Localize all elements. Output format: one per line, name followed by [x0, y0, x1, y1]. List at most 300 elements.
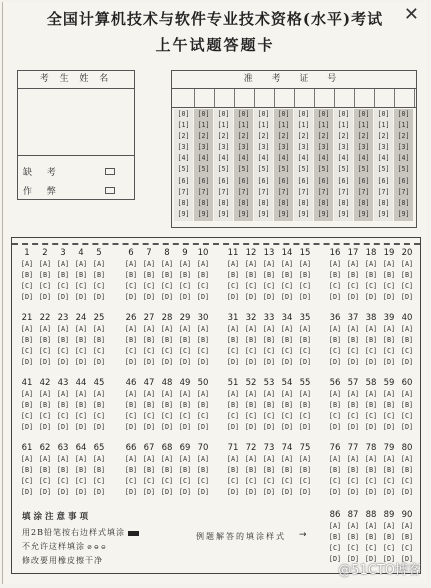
answer-bubble[interactable]: [D]	[226, 423, 240, 431]
answer-bubble[interactable]: [C]	[124, 477, 138, 485]
exam-id-digit-bubble[interactable]: [6]	[217, 176, 230, 185]
exam-id-cell[interactable]	[254, 89, 275, 107]
exam-id-digit-bubble[interactable]: [7]	[217, 187, 230, 196]
answer-bubble[interactable]: [B]	[364, 533, 378, 541]
answer-bubble[interactable]: [B]	[92, 271, 106, 279]
answer-bubble[interactable]: [C]	[400, 347, 414, 355]
answer-bubble[interactable]: [B]	[400, 271, 414, 279]
answer-bubble[interactable]: [A]	[142, 325, 156, 333]
answer-bubble[interactable]: [A]	[364, 455, 378, 463]
exam-id-digit-bubble[interactable]: [2]	[357, 132, 370, 141]
answer-bubble[interactable]: [C]	[364, 347, 378, 355]
exam-id-digit-bubble[interactable]: [8]	[217, 198, 230, 207]
answer-bubble[interactable]: [C]	[328, 347, 342, 355]
answer-bubble[interactable]: [D]	[196, 293, 210, 301]
exam-id-digit-bubble[interactable]: [3]	[237, 143, 250, 152]
exam-id-digit-bubble[interactable]: [6]	[177, 176, 190, 185]
absent-checkbox[interactable]	[105, 168, 115, 175]
answer-bubble[interactable]: [A]	[124, 325, 138, 333]
answer-bubble[interactable]: [B]	[56, 401, 70, 409]
exam-id-digit-bubble[interactable]: [5]	[337, 165, 350, 174]
answer-bubble[interactable]: [A]	[226, 260, 240, 268]
answer-bubble[interactable]: [D]	[92, 358, 106, 366]
answer-bubble[interactable]: [C]	[74, 282, 88, 290]
answer-bubble[interactable]: [B]	[226, 401, 240, 409]
answer-bubble[interactable]: [A]	[400, 260, 414, 268]
answer-bubble[interactable]: [C]	[56, 412, 70, 420]
answer-bubble[interactable]: [D]	[74, 358, 88, 366]
exam-id-digit-bubble[interactable]: [4]	[197, 154, 210, 163]
exam-id-cell[interactable]	[334, 89, 355, 107]
answer-bubble[interactable]: [C]	[262, 282, 276, 290]
answer-bubble[interactable]: [B]	[262, 336, 276, 344]
answer-bubble[interactable]: [C]	[298, 347, 312, 355]
exam-id-digit-bubble[interactable]: [2]	[277, 132, 290, 141]
exam-id-digit-bubble[interactable]: [0]	[377, 110, 390, 118]
answer-bubble[interactable]: [C]	[346, 282, 360, 290]
exam-id-digit-bubble[interactable]: [1]	[217, 121, 230, 130]
answer-bubble[interactable]: [D]	[20, 358, 34, 366]
answer-bubble[interactable]: [C]	[56, 282, 70, 290]
exam-id-cell[interactable]	[374, 89, 395, 107]
exam-id-cell[interactable]	[214, 89, 235, 107]
answer-bubble[interactable]: [C]	[244, 412, 258, 420]
answer-bubble[interactable]: [C]	[160, 282, 174, 290]
exam-id-digit-bubble[interactable]: [4]	[377, 154, 390, 163]
exam-id-digit-bubble[interactable]: [0]	[357, 110, 370, 118]
answer-bubble[interactable]: [C]	[226, 412, 240, 420]
answer-bubble[interactable]: [B]	[178, 401, 192, 409]
answer-bubble[interactable]: [D]	[196, 488, 210, 496]
answer-bubble[interactable]: [C]	[92, 477, 106, 485]
answer-bubble[interactable]: [A]	[346, 522, 360, 530]
answer-bubble[interactable]: [C]	[196, 347, 210, 355]
answer-bubble[interactable]: [A]	[382, 325, 396, 333]
exam-id-digit-bubble[interactable]: [9]	[337, 209, 350, 218]
answer-bubble[interactable]: [D]	[38, 488, 52, 496]
exam-id-digit-bubble[interactable]: [5]	[277, 165, 290, 174]
answer-bubble[interactable]: [D]	[20, 423, 34, 431]
exam-id-digit-bubble[interactable]: [0]	[197, 110, 210, 118]
answer-bubble[interactable]: [A]	[382, 260, 396, 268]
answer-bubble[interactable]: [D]	[178, 293, 192, 301]
answer-bubble[interactable]: [A]	[196, 325, 210, 333]
exam-id-cell[interactable]	[194, 89, 215, 107]
exam-id-digit-bubble[interactable]: [0]	[217, 110, 230, 118]
exam-id-digit-bubble[interactable]: [5]	[317, 165, 330, 174]
exam-id-digit-bubble[interactable]: [6]	[397, 176, 410, 185]
answer-bubble[interactable]: [D]	[346, 488, 360, 496]
answer-bubble[interactable]: [A]	[92, 455, 106, 463]
exam-id-digit-bubble[interactable]: [7]	[317, 187, 330, 196]
answer-bubble[interactable]: [B]	[382, 466, 396, 474]
answer-bubble[interactable]: [D]	[38, 293, 52, 301]
answer-bubble[interactable]: [D]	[160, 423, 174, 431]
answer-bubble[interactable]: [A]	[92, 325, 106, 333]
answer-bubble[interactable]: [B]	[244, 466, 258, 474]
answer-bubble[interactable]: [B]	[38, 401, 52, 409]
exam-id-digit-bubble[interactable]: [6]	[197, 176, 210, 185]
cheat-checkbox[interactable]	[105, 187, 115, 194]
answer-bubble[interactable]: [A]	[38, 260, 52, 268]
answer-bubble[interactable]: [D]	[92, 488, 106, 496]
exam-id-digit-bubble[interactable]: [9]	[257, 209, 270, 218]
exam-id-digit-bubble[interactable]: [8]	[237, 198, 250, 207]
answer-bubble[interactable]: [B]	[364, 271, 378, 279]
answer-bubble[interactable]: [A]	[124, 390, 138, 398]
answer-bubble[interactable]: [B]	[196, 336, 210, 344]
exam-id-digit-bubble[interactable]: [2]	[197, 132, 210, 141]
exam-id-digit-bubble[interactable]: [4]	[257, 154, 270, 163]
answer-bubble[interactable]: [B]	[280, 271, 294, 279]
answer-bubble[interactable]: [B]	[346, 401, 360, 409]
answer-bubble[interactable]: [D]	[178, 488, 192, 496]
exam-id-digit-bubble[interactable]: [0]	[237, 110, 250, 118]
exam-id-digit-bubble[interactable]: [1]	[337, 121, 350, 130]
answer-bubble[interactable]: [B]	[196, 466, 210, 474]
answer-bubble[interactable]: [A]	[74, 325, 88, 333]
answer-bubble[interactable]: [B]	[74, 401, 88, 409]
answer-bubble[interactable]: [A]	[20, 455, 34, 463]
exam-id-digit-bubble[interactable]: [6]	[377, 176, 390, 185]
answer-bubble[interactable]: [A]	[142, 260, 156, 268]
answer-bubble[interactable]: [A]	[38, 455, 52, 463]
exam-id-digit-bubble[interactable]: [4]	[397, 154, 410, 163]
answer-bubble[interactable]: [B]	[142, 466, 156, 474]
answer-bubble[interactable]: [D]	[160, 293, 174, 301]
answer-bubble[interactable]: [C]	[38, 282, 52, 290]
answer-bubble[interactable]: [D]	[298, 293, 312, 301]
answer-bubble[interactable]: [A]	[196, 260, 210, 268]
answer-bubble[interactable]: [B]	[20, 401, 34, 409]
answer-bubble[interactable]: [B]	[20, 466, 34, 474]
exam-id-digit-bubble[interactable]: [7]	[337, 187, 350, 196]
exam-id-digit-bubble[interactable]: [7]	[257, 187, 270, 196]
exam-id-digit-bubble[interactable]: [9]	[217, 209, 230, 218]
exam-id-digit-bubble[interactable]: [9]	[237, 209, 250, 218]
answer-bubble[interactable]: [C]	[74, 412, 88, 420]
exam-id-digit-bubble[interactable]: [0]	[317, 110, 330, 118]
answer-bubble[interactable]: [C]	[142, 477, 156, 485]
answer-bubble[interactable]: [A]	[92, 390, 106, 398]
answer-bubble[interactable]: [B]	[346, 271, 360, 279]
exam-id-digit-bubble[interactable]: [7]	[357, 187, 370, 196]
answer-bubble[interactable]: [D]	[328, 488, 342, 496]
answer-bubble[interactable]: [B]	[38, 336, 52, 344]
exam-id-digit-bubble[interactable]: [3]	[337, 143, 350, 152]
answer-bubble[interactable]: [A]	[160, 325, 174, 333]
exam-id-digit-bubble[interactable]: [5]	[237, 165, 250, 174]
exam-id-digit-bubble[interactable]: [7]	[297, 187, 310, 196]
answer-bubble[interactable]: [A]	[178, 260, 192, 268]
answer-bubble[interactable]: [B]	[400, 466, 414, 474]
answer-bubble[interactable]: [C]	[142, 282, 156, 290]
answer-bubble[interactable]: [A]	[382, 522, 396, 530]
answer-bubble[interactable]: [D]	[178, 358, 192, 366]
answer-bubble[interactable]: [A]	[92, 260, 106, 268]
exam-id-digit-bubble[interactable]: [1]	[177, 121, 190, 130]
exam-id-digit-bubble[interactable]: [7]	[377, 187, 390, 196]
answer-bubble[interactable]: [D]	[56, 293, 70, 301]
exam-id-digit-bubble[interactable]: [2]	[257, 132, 270, 141]
exam-id-digit-bubble[interactable]: [6]	[357, 176, 370, 185]
answer-bubble[interactable]: [A]	[74, 260, 88, 268]
answer-bubble[interactable]: [A]	[244, 455, 258, 463]
answer-bubble[interactable]: [D]	[226, 358, 240, 366]
answer-bubble[interactable]: [B]	[196, 401, 210, 409]
exam-id-digit-bubble[interactable]: [6]	[277, 176, 290, 185]
answer-bubble[interactable]: [D]	[160, 358, 174, 366]
exam-id-digit-bubble[interactable]: [5]	[217, 165, 230, 174]
exam-id-digit-bubble[interactable]: [4]	[357, 154, 370, 163]
answer-bubble[interactable]: [A]	[244, 390, 258, 398]
answer-bubble[interactable]: [A]	[400, 325, 414, 333]
answer-bubble[interactable]: [B]	[400, 533, 414, 541]
answer-bubble[interactable]: [D]	[20, 293, 34, 301]
answer-bubble[interactable]: [B]	[262, 401, 276, 409]
answer-bubble[interactable]: [C]	[56, 477, 70, 485]
answer-bubble[interactable]: [D]	[382, 488, 396, 496]
answer-bubble[interactable]: [B]	[364, 466, 378, 474]
answer-bubble[interactable]: [D]	[196, 358, 210, 366]
exam-id-digit-bubble[interactable]: [5]	[357, 165, 370, 174]
answer-bubble[interactable]: [C]	[328, 477, 342, 485]
answer-bubble[interactable]: [C]	[262, 477, 276, 485]
answer-bubble[interactable]: [D]	[346, 293, 360, 301]
answer-bubble[interactable]: [D]	[280, 488, 294, 496]
answer-bubble[interactable]: [C]	[196, 477, 210, 485]
answer-bubble[interactable]: [A]	[346, 390, 360, 398]
answer-bubble[interactable]: [B]	[20, 271, 34, 279]
answer-bubble[interactable]: [A]	[400, 455, 414, 463]
answer-bubble[interactable]: [C]	[124, 412, 138, 420]
answer-bubble[interactable]: [A]	[56, 390, 70, 398]
answer-bubble[interactable]: [A]	[56, 455, 70, 463]
exam-id-digit-bubble[interactable]: [6]	[317, 176, 330, 185]
answer-bubble[interactable]: [A]	[56, 325, 70, 333]
answer-bubble[interactable]: [D]	[280, 358, 294, 366]
answer-bubble[interactable]: [C]	[280, 282, 294, 290]
answer-bubble[interactable]: [C]	[346, 412, 360, 420]
answer-bubble[interactable]: [A]	[142, 390, 156, 398]
answer-bubble[interactable]: [C]	[244, 347, 258, 355]
answer-bubble[interactable]: [D]	[56, 423, 70, 431]
exam-id-digit-bubble[interactable]: [3]	[397, 143, 410, 152]
answer-bubble[interactable]: [C]	[92, 282, 106, 290]
answer-bubble[interactable]: [D]	[38, 423, 52, 431]
answer-bubble[interactable]: [C]	[92, 347, 106, 355]
answer-bubble[interactable]: [A]	[178, 325, 192, 333]
answer-bubble[interactable]: [A]	[328, 455, 342, 463]
answer-bubble[interactable]: [D]	[124, 423, 138, 431]
exam-id-digit-bubble[interactable]: [8]	[397, 198, 410, 207]
exam-id-cell[interactable]	[174, 89, 195, 107]
exam-id-digit-bubble[interactable]: [0]	[297, 110, 310, 118]
answer-bubble[interactable]: [A]	[196, 390, 210, 398]
answer-bubble[interactable]: [B]	[160, 336, 174, 344]
answer-bubble[interactable]: [D]	[124, 358, 138, 366]
exam-id-cell[interactable]	[354, 89, 375, 107]
answer-bubble[interactable]: [C]	[280, 347, 294, 355]
answer-bubble[interactable]: [B]	[382, 336, 396, 344]
exam-id-digit-bubble[interactable]: [4]	[337, 154, 350, 163]
exam-id-digit-bubble[interactable]: [0]	[397, 110, 410, 118]
answer-bubble[interactable]: [D]	[244, 358, 258, 366]
exam-id-digit-bubble[interactable]: [9]	[177, 209, 190, 218]
answer-bubble[interactable]: [B]	[226, 336, 240, 344]
exam-id-digit-bubble[interactable]: [1]	[237, 121, 250, 130]
exam-id-digit-bubble[interactable]: [8]	[337, 198, 350, 207]
exam-id-digit-bubble[interactable]: [2]	[397, 132, 410, 141]
answer-bubble[interactable]: [B]	[262, 271, 276, 279]
answer-bubble[interactable]: [D]	[262, 293, 276, 301]
answer-bubble[interactable]: [C]	[178, 412, 192, 420]
answer-bubble[interactable]: [C]	[142, 412, 156, 420]
answer-bubble[interactable]: [B]	[92, 401, 106, 409]
answer-bubble[interactable]: [A]	[400, 522, 414, 530]
answer-bubble[interactable]: [D]	[160, 488, 174, 496]
exam-id-cell[interactable]	[314, 89, 335, 107]
answer-bubble[interactable]: [C]	[280, 477, 294, 485]
answer-bubble[interactable]: [C]	[382, 282, 396, 290]
exam-id-digit-bubble[interactable]: [0]	[257, 110, 270, 118]
answer-bubble[interactable]: [B]	[280, 336, 294, 344]
answer-bubble[interactable]: [B]	[160, 466, 174, 474]
answer-bubble[interactable]: [A]	[382, 390, 396, 398]
answer-bubble[interactable]: [B]	[124, 401, 138, 409]
exam-id-digit-bubble[interactable]: [5]	[197, 165, 210, 174]
exam-id-digit-bubble[interactable]: [1]	[257, 121, 270, 130]
answer-bubble[interactable]: [D]	[20, 488, 34, 496]
answer-bubble[interactable]: [C]	[262, 412, 276, 420]
exam-id-digit-bubble[interactable]: [6]	[257, 176, 270, 185]
exam-id-digit-bubble[interactable]: [5]	[257, 165, 270, 174]
answer-bubble[interactable]: [A]	[244, 260, 258, 268]
answer-bubble[interactable]: [A]	[38, 325, 52, 333]
answer-bubble[interactable]: [D]	[364, 423, 378, 431]
answer-bubble[interactable]: [B]	[226, 271, 240, 279]
answer-bubble[interactable]: [A]	[298, 260, 312, 268]
answer-bubble[interactable]: [B]	[400, 401, 414, 409]
answer-bubble[interactable]: [B]	[196, 271, 210, 279]
answer-bubble[interactable]: [B]	[328, 533, 342, 541]
answer-bubble[interactable]: [B]	[226, 466, 240, 474]
exam-id-digit-bubble[interactable]: [5]	[377, 165, 390, 174]
exam-id-digit-bubble[interactable]: [9]	[397, 209, 410, 218]
answer-bubble[interactable]: [D]	[262, 358, 276, 366]
answer-bubble[interactable]: [C]	[56, 347, 70, 355]
answer-bubble[interactable]: [A]	[160, 390, 174, 398]
exam-id-digit-bubble[interactable]: [7]	[237, 187, 250, 196]
answer-bubble[interactable]: [A]	[328, 390, 342, 398]
answer-bubble[interactable]: [B]	[346, 336, 360, 344]
exam-id-digit-bubble[interactable]: [1]	[397, 121, 410, 130]
exam-id-digit-bubble[interactable]: [3]	[197, 143, 210, 152]
answer-bubble[interactable]: [C]	[226, 282, 240, 290]
answer-bubble[interactable]: [C]	[328, 282, 342, 290]
answer-bubble[interactable]: [A]	[142, 455, 156, 463]
exam-id-digit-bubble[interactable]: [2]	[177, 132, 190, 141]
answer-bubble[interactable]: [C]	[74, 477, 88, 485]
answer-bubble[interactable]: [D]	[38, 358, 52, 366]
answer-bubble[interactable]: [B]	[74, 336, 88, 344]
answer-bubble[interactable]: [A]	[346, 325, 360, 333]
answer-bubble[interactable]: [A]	[196, 455, 210, 463]
answer-bubble[interactable]: [D]	[178, 423, 192, 431]
answer-bubble[interactable]: [C]	[124, 282, 138, 290]
answer-bubble[interactable]: [C]	[400, 544, 414, 552]
answer-bubble[interactable]: [D]	[364, 488, 378, 496]
answer-bubble[interactable]: [B]	[382, 401, 396, 409]
answer-bubble[interactable]: [B]	[400, 336, 414, 344]
answer-bubble[interactable]: [C]	[178, 282, 192, 290]
answer-bubble[interactable]: [D]	[298, 488, 312, 496]
exam-id-digit-bubble[interactable]: [1]	[377, 121, 390, 130]
answer-bubble[interactable]: [B]	[20, 336, 34, 344]
answer-bubble[interactable]: [C]	[262, 347, 276, 355]
answer-bubble[interactable]: [C]	[38, 477, 52, 485]
answer-bubble[interactable]: [B]	[280, 401, 294, 409]
exam-id-digit-bubble[interactable]: [8]	[297, 198, 310, 207]
answer-bubble[interactable]: [D]	[328, 293, 342, 301]
exam-id-digit-bubble[interactable]: [1]	[317, 121, 330, 130]
answer-bubble[interactable]: [D]	[74, 488, 88, 496]
answer-bubble[interactable]: [D]	[244, 423, 258, 431]
answer-bubble[interactable]: [C]	[298, 282, 312, 290]
exam-id-digit-bubble[interactable]: [4]	[237, 154, 250, 163]
exam-id-cell[interactable]	[394, 89, 415, 107]
answer-bubble[interactable]: [A]	[74, 390, 88, 398]
answer-bubble[interactable]: [C]	[142, 347, 156, 355]
exam-id-digit-bubble[interactable]: [6]	[237, 176, 250, 185]
answer-bubble[interactable]: [B]	[124, 336, 138, 344]
answer-bubble[interactable]: [C]	[92, 412, 106, 420]
exam-id-digit-bubble[interactable]: [8]	[277, 198, 290, 207]
answer-bubble[interactable]: [C]	[346, 477, 360, 485]
answer-bubble[interactable]: [B]	[364, 401, 378, 409]
answer-bubble[interactable]: [C]	[124, 347, 138, 355]
exam-id-digit-bubble[interactable]: [7]	[277, 187, 290, 196]
answer-bubble[interactable]: [D]	[56, 358, 70, 366]
answer-bubble[interactable]: [B]	[346, 533, 360, 541]
exam-id-digit-bubble[interactable]: [4]	[217, 154, 230, 163]
exam-id-digit-bubble[interactable]: [1]	[197, 121, 210, 130]
answer-bubble[interactable]: [B]	[74, 466, 88, 474]
answer-bubble[interactable]: [D]	[142, 488, 156, 496]
exam-id-digit-bubble[interactable]: [3]	[217, 143, 230, 152]
answer-bubble[interactable]: [C]	[196, 282, 210, 290]
answer-bubble[interactable]: [D]	[298, 423, 312, 431]
answer-bubble[interactable]: [A]	[328, 325, 342, 333]
candidate-name-area[interactable]	[18, 89, 134, 156]
exam-id-digit-bubble[interactable]: [1]	[277, 121, 290, 130]
answer-bubble[interactable]: [D]	[382, 358, 396, 366]
answer-bubble[interactable]: [C]	[346, 347, 360, 355]
answer-bubble[interactable]: [C]	[382, 477, 396, 485]
answer-bubble[interactable]: [B]	[298, 401, 312, 409]
answer-bubble[interactable]: [B]	[382, 271, 396, 279]
answer-bubble[interactable]: [D]	[244, 293, 258, 301]
answer-bubble[interactable]: [A]	[56, 260, 70, 268]
exam-id-digit-bubble[interactable]: [9]	[357, 209, 370, 218]
exam-id-digit-bubble[interactable]: [9]	[297, 209, 310, 218]
exam-id-digit-bubble[interactable]: [2]	[297, 132, 310, 141]
answer-bubble[interactable]: [B]	[328, 271, 342, 279]
exam-id-digit-bubble[interactable]: [3]	[357, 143, 370, 152]
answer-bubble[interactable]: [C]	[298, 412, 312, 420]
answer-bubble[interactable]: [D]	[196, 423, 210, 431]
answer-bubble[interactable]: [D]	[346, 423, 360, 431]
